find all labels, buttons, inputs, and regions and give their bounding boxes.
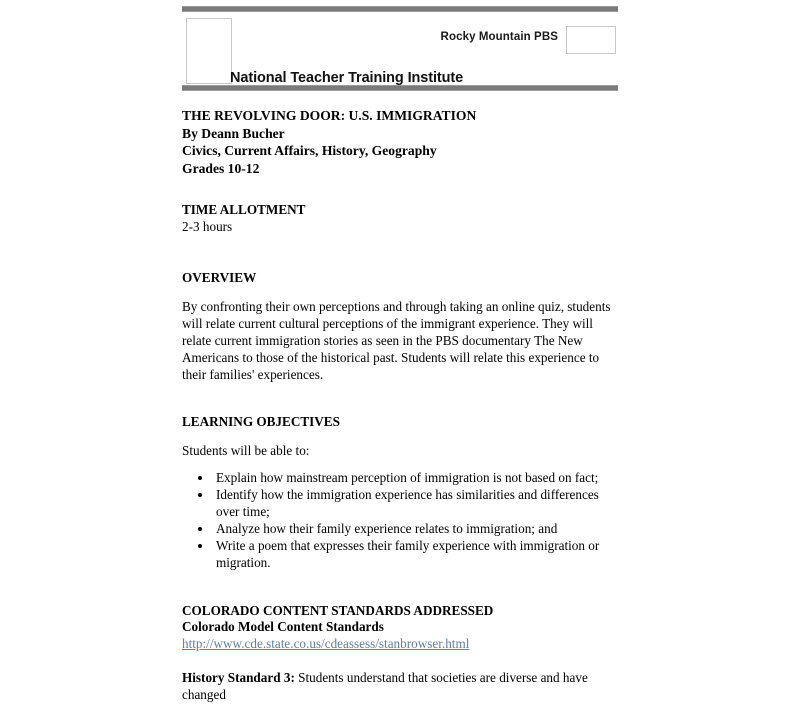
history-standard-label: History Standard 3: [182, 669, 295, 685]
learning-objectives-intro: Students will be able to: [182, 443, 310, 459]
time-allotment-value: 2-3 hours [182, 219, 233, 235]
title-block [182, 107, 618, 178]
lesson-author: By Deann Bucher [182, 125, 285, 141]
standards-subheading: Colorado Model Content Standards [182, 619, 384, 635]
overview-heading: OVERVIEW [182, 270, 257, 286]
document-body [182, 91, 618, 704]
standards-link[interactable]: http://www.cde.state.co.us/cdeassess/stanbrowser.html [182, 636, 470, 652]
list-item: • Analyze how their family experience relates to immigration; and [213, 521, 618, 538]
learning-objectives-list [182, 470, 618, 571]
pbs-logo-placeholder-icon [566, 26, 616, 54]
standards-heading: COLORADO CONTENT STANDARDS ADDRESSED [182, 602, 494, 618]
list-item: • Explain how mainstream perception of immigration is not based on fact; [213, 470, 618, 487]
overview-paragraph: By confronting their own perceptions and through taking an online quiz, students will relate current cultural perceptions of the immigrant experience. They will relate current immigration stories as seen in the PBS documentary The New Americans to those of the historical past. Students will relate this experience to their families' experiences. [182, 299, 611, 383]
list-item: • Write a poem that expresses their family experience with immigration or migration. [213, 538, 618, 572]
list-item: • Identify how the immigration experience has similarities and differences over time; [213, 487, 618, 521]
lesson-grades: Grades 10-12 [182, 161, 260, 177]
document-header [182, 12, 618, 85]
history-standard-line [182, 670, 618, 704]
history-standard-text: Students understand that societies are diverse and have changed [182, 669, 588, 702]
program-name: National Teacher Training Institute [230, 70, 464, 86]
lesson-title: THE REVOLVING DOOR: U.S. IMMIGRATION [182, 108, 477, 123]
standards-link-row [182, 636, 618, 653]
ntti-logo-placeholder-icon [186, 18, 232, 84]
organization-name: Rocky Mountain PBS [440, 31, 558, 43]
lesson-subjects: Civics, Current Affairs, History, Geography [182, 143, 437, 159]
learning-objectives-heading: LEARNING OBJECTIVES [182, 414, 340, 430]
time-allotment-heading: TIME ALLOTMENT [182, 201, 306, 217]
content-column [182, 0, 618, 704]
